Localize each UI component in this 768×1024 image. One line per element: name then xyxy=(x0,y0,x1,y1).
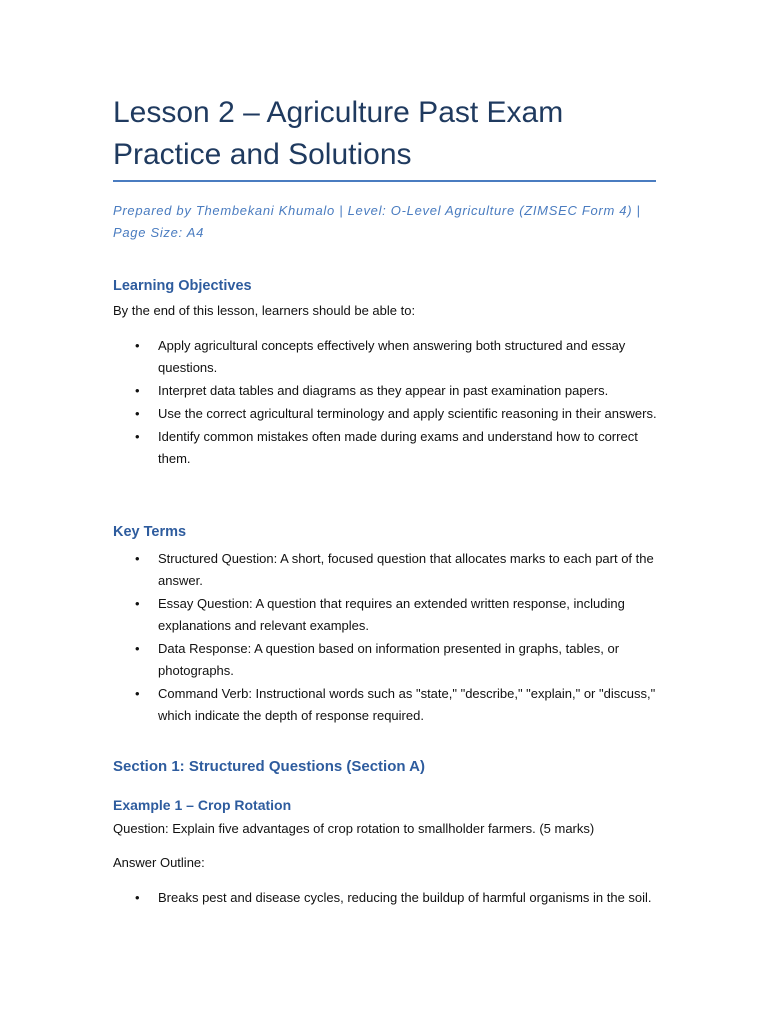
example1-heading: Example 1 – Crop Rotation xyxy=(113,797,292,813)
document-subtitle: Prepared by Thembekani Khumalo | Level: O-Level Agriculture (ZIMSEC Form 4) | Page Size: A4 xyxy=(113,203,641,240)
list-item-text: Data Response: A question based on information presented in graphs, tables, or photographs. xyxy=(158,641,620,678)
list-item-text: Command Verb: Instructional words such as "state," "describe," "explain," or "discuss," which indicate the depth of response required. xyxy=(158,686,656,723)
list-item xyxy=(113,683,658,727)
learning-objectives-heading: Learning Objectives xyxy=(113,278,252,294)
bullet-icon: • xyxy=(135,551,140,566)
example1-question: Question: Explain five advantages of crop rotation to smallholder farmers. (5 marks) xyxy=(113,821,595,836)
answer-outline-label: Answer Outline: xyxy=(113,855,205,870)
bullet-icon: • xyxy=(135,641,140,656)
list-item xyxy=(113,887,658,909)
section1-heading: Section 1: Structured Questions (Section A) xyxy=(113,758,425,775)
list-item-text: Breaks pest and disease cycles, reducing the buildup of harmful organisms in the soil. xyxy=(158,890,652,905)
learning-objectives-intro: By the end of this lesson, learners should be able to: xyxy=(113,303,416,318)
key-terms-list xyxy=(113,548,658,728)
list-item-text: Interpret data tables and diagrams as they appear in past examination papers. xyxy=(158,383,609,398)
list-item-text: Identify common mistakes often made during exams and understand how to correct them. xyxy=(158,429,638,466)
bullet-icon: • xyxy=(135,429,140,444)
list-item xyxy=(113,638,658,682)
list-item-text: Apply agricultural concepts effectively when answering both structured and essay questions. xyxy=(158,338,626,375)
bullet-icon: • xyxy=(135,338,140,353)
list-item xyxy=(113,403,658,425)
bullet-icon: • xyxy=(135,686,140,701)
list-item xyxy=(113,380,658,402)
list-item xyxy=(113,548,658,592)
list-item-text: Structured Question: A short, focused question that allocates marks to each part of the answer. xyxy=(158,551,654,588)
list-item xyxy=(113,593,658,637)
bullet-icon: • xyxy=(135,383,140,398)
learning-objectives-list xyxy=(113,335,658,471)
list-item xyxy=(113,335,658,379)
bullet-icon: • xyxy=(135,406,140,421)
answer-outline-list xyxy=(113,887,658,910)
bullet-icon: • xyxy=(135,890,140,905)
title-divider xyxy=(113,180,656,182)
list-item xyxy=(113,426,658,470)
document-title: Lesson 2 – Agriculture Past Exam Practice and Solutions xyxy=(113,96,564,171)
key-terms-heading: Key Terms xyxy=(113,524,187,540)
list-item-text: Use the correct agricultural terminology and apply scientific reasoning in their answers. xyxy=(158,406,657,421)
bullet-icon: • xyxy=(135,596,140,611)
list-item-text: Essay Question: A question that requires an extended written response, including explanations and relevant examples. xyxy=(158,596,625,633)
